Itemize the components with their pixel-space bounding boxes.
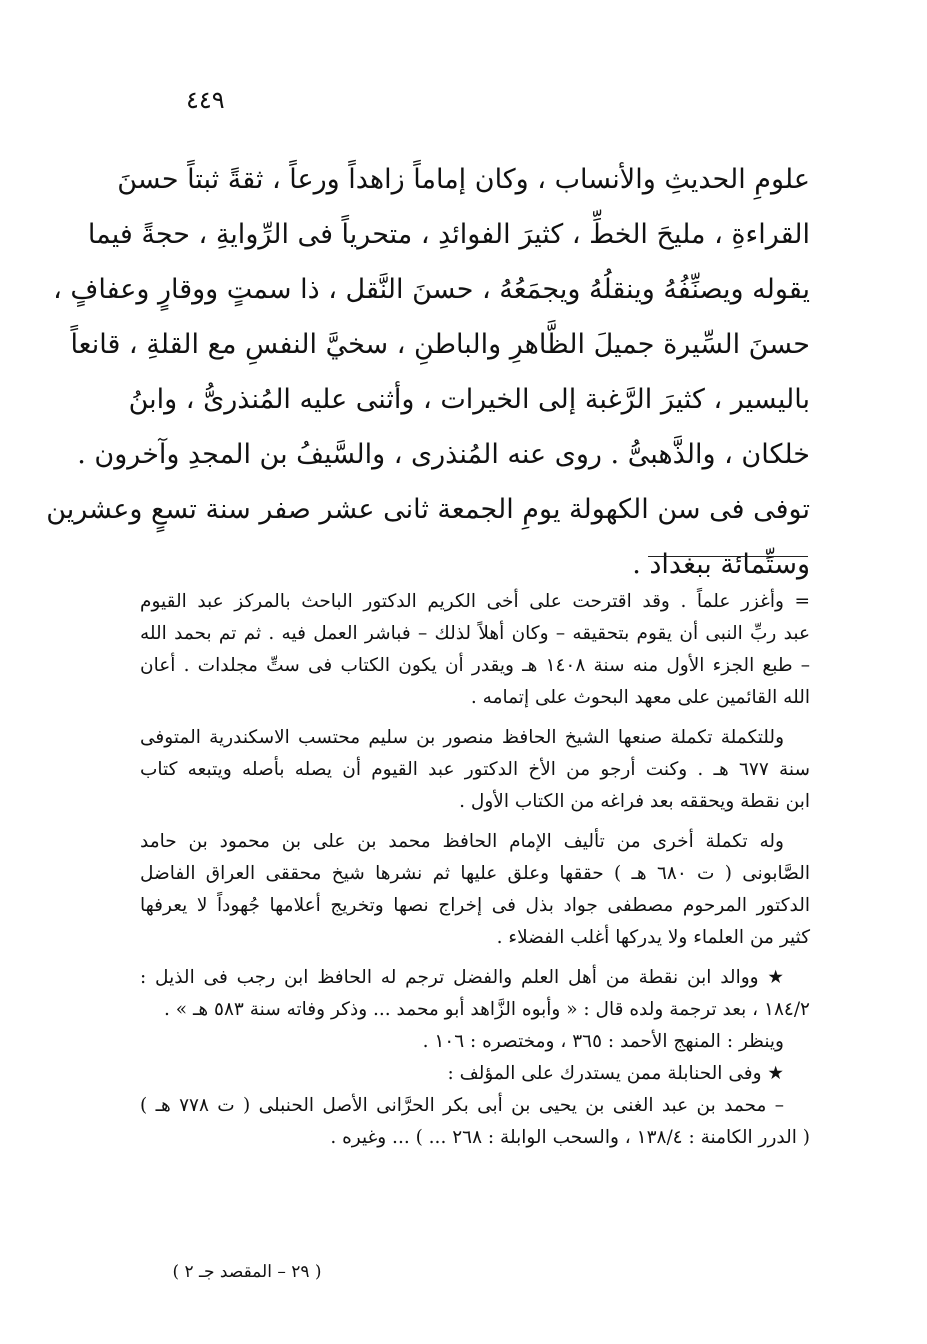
footnote-line: = وأغزر علماً . وقد اقترحت على أخى الكريم الدكتور الباحث بالمركز عبد القيوم xyxy=(140,591,810,612)
footnote-line: – محمد بن عبد الغنى بن يحيى بن أبى بكر الحرَّانى الأصل الحنبلى ( ت ٧٧٨ هـ ) xyxy=(140,1095,784,1116)
main-text-line: توفى فى سن الكهولة يومِ الجمعة ثانى عشر صفر سنة تسعٍ وعشرين xyxy=(46,494,810,525)
footnote-line: ( الدرر الكامنة : ١٣٨/٤ ، والسحب الوابلة : ٢٦٨ ... ) ... وغيره . xyxy=(330,1127,810,1148)
main-text-line: يقوله ويصنِّفُهُ وينقلُهُ ويجمَعُهُ ، حسنَ النَّقل ، ذا سمتٍ ووقارٍ وعفافٍ ، xyxy=(53,274,810,305)
footnotes xyxy=(140,586,810,1154)
main-text-line: القراءةِ ، مليحَ الخطِّ ، كثيرَ الفوائدِ ، متحرياً فى الرِّوايةِ ، حجةً فيما xyxy=(87,219,810,250)
printer-signature: ( ٢٩ – المقصد جـ ٢ ) xyxy=(172,1262,322,1282)
footnote-line: وينظر : المنهج الأحمد : ٣٦٥ ، ومختصره : ١٠٦ . xyxy=(422,1031,784,1052)
footnote-line: الله القائمين على معهد البحوث على إتمامه . xyxy=(470,687,810,708)
footnote-line: سنة ٦٧٧ هـ . وكنت أرجو من الأخ الدكتور عبد القيوم أن يصله بأصله ويتبعه كتاب xyxy=(140,759,810,780)
main-text xyxy=(46,152,810,592)
footnote-line: ★ وفى الحنابلة ممن يستدرك على المؤلف : xyxy=(447,1063,784,1084)
main-text-line: حسنَ السِّيرة جميلَ الظَّاهرِ والباطنِ ، سخيَّ النفسِ مع القلةِ ، قانعاً xyxy=(70,329,810,360)
main-text-line: خلكان ، والذَّهبىُّ . روى عنه المُنذرى ، والسَّيفُ بن المجدِ وآخرون . xyxy=(77,439,810,470)
footnote-line: كثير من العلماء ولا يدركها أغلب الفضلاء . xyxy=(496,927,810,948)
footnote-line: وله تكملة أخرى من تأليف الإمام الحافظ محمد بن على بن محمود بن حامد xyxy=(140,831,784,852)
page-number: ٤٤٩ xyxy=(186,86,225,114)
main-text-line: وستِّمائة ببغداد . xyxy=(632,549,810,580)
footnote-line: عبد ربِّ النبى أن يقوم بتحقيقه – وكان أهلاً لذلك – فباشر العمل فيه . ثم تم بحمد الله xyxy=(140,623,810,644)
footnote-line: ★ ووالد ابن نقطة من أهل العلم والفضل ترجم له الحافظ ابن رجب فى الذيل : xyxy=(140,967,784,988)
footnote-line: الدكتور المرحوم مصطفى جواد بذل فى إخراج نصها وتخريج أعلامها جُهوداً لا يعرفها xyxy=(140,895,810,916)
main-text-line: باليسير ، كثيرَ الرَّغبة إلى الخيرات ، وأثنى عليه المُنذرىُّ ، وابنُ xyxy=(128,384,810,415)
footnote-line: وللتكملة تكملة صنعها الشيخ الحافظ منصور بن سليم محتسب الاسكندرية المتوفى xyxy=(140,727,784,748)
footnote-line: ١٨٤/٢ ، بعد ترجمة ولده قال : « وأبوه الزَّاهد أبو محمد ... وذكر وفاته سنة ٥٨٣ هـ » . xyxy=(163,999,810,1020)
footnote-line: ابن نقطة ويحققه بعد فراغه من الكتاب الأول . xyxy=(459,791,810,812)
footnote-separator xyxy=(648,556,808,557)
main-text-line: علومِ الحديثِ والأنساب ، وكان إماماً زاهداً ورعاً ، ثقةً ثبتاً حسنَ xyxy=(117,164,810,195)
footnote-line: – طبع الجزء الأول منه سنة ١٤٠٨ هـ ويقدر أن يكون الكتاب فى ستِّ مجلدات . أعان xyxy=(140,655,811,676)
footnote-line: الصَّابونى ( ت ٦٨٠ هـ ) حققها وعلق عليها ثم نشرها شيخ محققى العراق الفاضل xyxy=(140,863,810,884)
